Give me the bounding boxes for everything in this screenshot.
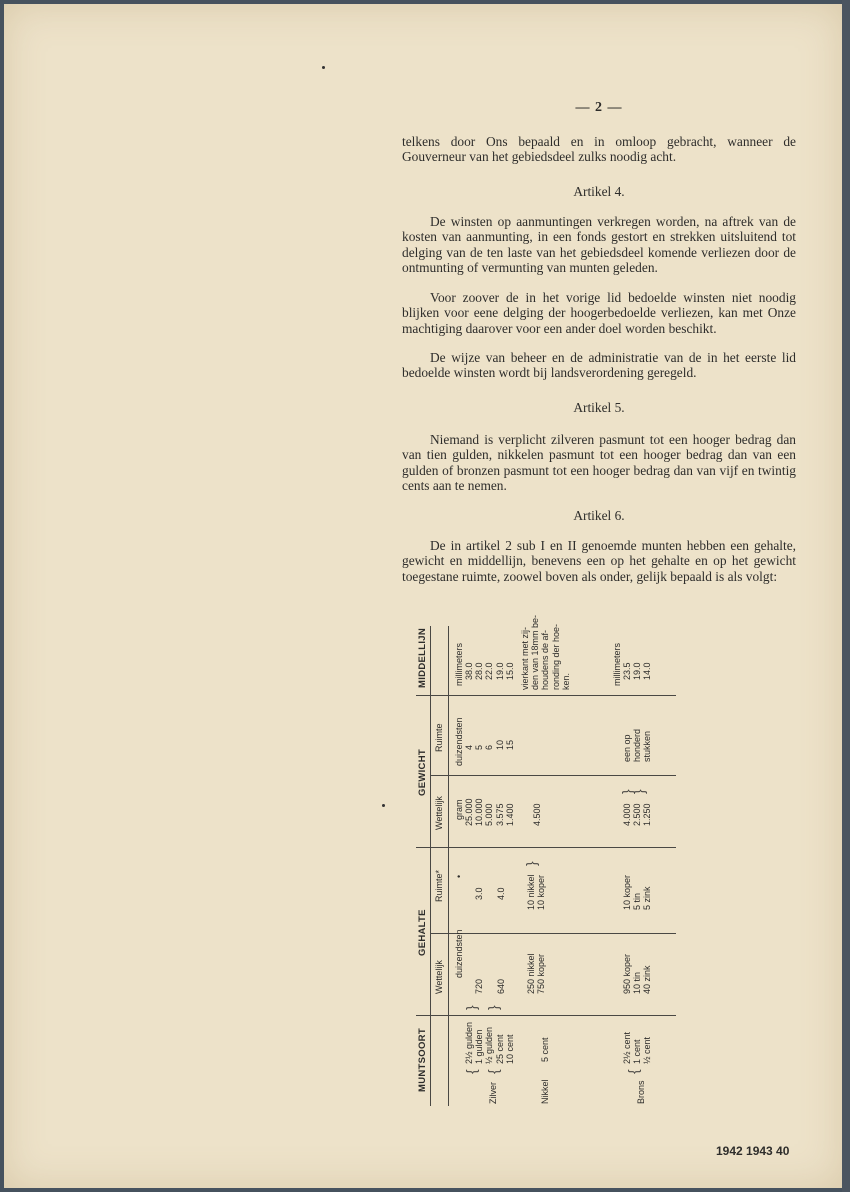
brons-coins — [622, 1032, 653, 1064]
brons-gewicht-ruimte — [622, 729, 653, 762]
subheader-gewicht-wettelijk: Wettelijk — [434, 796, 444, 830]
table-rule — [430, 775, 676, 776]
brace-icon: } — [619, 789, 635, 794]
diameter-value: 38.0 — [464, 662, 474, 680]
weight-value: 1.250 — [642, 803, 653, 826]
heading-artikel-6: Artikel 6. — [573, 508, 625, 523]
alloy-tolerance: 5 zink — [642, 886, 653, 910]
coin-label: 2½ cent — [622, 1031, 632, 1064]
paragraph-art4-2: Voor zoover de in het vorige lid bedoelde winsten niet noodig blijken voor eene delging der hoogerbedoelde verliezen, kan met Onze machtiging daarover voor een ander doel worden beschikt. — [402, 290, 796, 336]
nikkel-coin: 5 cent — [540, 1037, 550, 1062]
subheader-gehalte-ruimte: Ruimte* — [434, 869, 444, 902]
header-gehalte: GEHALTE — [417, 909, 428, 956]
alloy-value: 950 koper — [622, 953, 632, 994]
alloy-tolerance: 10 nikkel — [526, 874, 536, 910]
coin-label: ½ gulden — [484, 1026, 495, 1064]
print-footer: 1942 1943 40 — [716, 1144, 790, 1158]
coin-label: 1 cent — [632, 1039, 643, 1064]
stray-mark: • — [454, 874, 464, 878]
tolerance-value: 15 — [504, 739, 515, 750]
heading-artikel-4: Artikel 4. — [573, 184, 625, 199]
metal-nikkel: Nikkel — [540, 1079, 550, 1104]
alloy-tolerance: 10 koper — [536, 874, 547, 910]
unit-duizendsten: duizendsten — [454, 929, 464, 978]
tolerance-note: een op — [622, 734, 632, 762]
alloy-value: 750 koper — [536, 953, 547, 994]
nikkel-middellijn — [520, 615, 571, 690]
tolerance-value: 5 — [474, 744, 485, 750]
scan-edge — [842, 0, 850, 1192]
zilver-middellijn — [464, 662, 515, 680]
subheader-gehalte-wettelijk: Wettelijk — [434, 960, 444, 994]
diameter-note: den van 18mm be- — [530, 614, 541, 690]
table-rule — [416, 847, 676, 848]
table-rule — [430, 626, 431, 1106]
zilver-coins — [464, 1022, 515, 1064]
tolerance-note: stukken — [642, 730, 653, 762]
brons-gehalte-ruimte — [622, 875, 653, 910]
weight-value: 10.000 — [474, 798, 485, 826]
unit-millimeters: millimeters — [612, 642, 622, 686]
unit-gram: gram — [454, 799, 464, 820]
header-muntsoort: MUNTSOORT — [417, 1028, 428, 1092]
coin-label: 1 gulden — [474, 1029, 485, 1064]
diameter-value: 19.0 — [494, 662, 505, 680]
tolerance-note: honderd — [632, 728, 643, 762]
diameter-value: 19.0 — [632, 662, 643, 680]
diameter-note: vierkant met zij- — [520, 626, 530, 690]
brace-icon: { — [485, 1069, 501, 1074]
document-page — [4, 4, 842, 1188]
weight-value: 5.000 — [484, 803, 495, 826]
weight-value: 4.000 — [622, 803, 632, 826]
nikkel-gewicht: 4.500 — [532, 803, 542, 826]
tolerance-value: 10 — [494, 739, 505, 750]
brace-icon: } — [463, 1005, 479, 1010]
metal-zilver: Zilver — [488, 1082, 498, 1104]
table-rule — [448, 626, 449, 1106]
alloy-tolerance: 10 koper — [622, 874, 632, 910]
zilver-gehalte-640: 640 — [496, 978, 506, 994]
table-rule — [416, 695, 676, 696]
alloy-tolerance: 5 tin — [632, 892, 643, 910]
table-rule — [416, 1015, 676, 1016]
zilver-gehalte-ruimte-4: 4.0 — [496, 887, 506, 900]
brace-icon: } — [631, 789, 647, 794]
metal-brons: Brons — [636, 1080, 646, 1104]
coin-label: 25 cent — [494, 1034, 505, 1064]
weight-value: 25.000 — [464, 798, 474, 826]
paragraph-continuation: telkens door Ons bepaald en in omloop gebracht, wanneer de Gouverneur van het gebiedsdeel zulks noodig acht. — [402, 134, 796, 165]
nikkel-gehalte-ruimte — [526, 874, 546, 910]
diameter-value: 15.0 — [504, 662, 515, 680]
brons-gewicht — [622, 803, 653, 826]
alloy-value: 250 nikkel — [526, 953, 536, 994]
unit-millimeters: millimeters — [454, 642, 464, 686]
zilver-gewicht — [464, 798, 515, 826]
header-middellijn: MIDDELLIJN — [417, 628, 428, 688]
zilver-gewicht-ruimte — [464, 740, 515, 750]
weight-value: 3.575 — [494, 803, 505, 826]
brons-gehalte — [622, 954, 653, 994]
page-number: — 2 — — [575, 100, 623, 115]
zilver-gehalte-720: 720 — [474, 978, 484, 994]
weight-value: 2.500 — [632, 803, 643, 826]
zilver-gehalte-ruimte-3: 3.0 — [474, 887, 484, 900]
coin-label: ½ cent — [642, 1036, 653, 1064]
diameter-value: 22.0 — [484, 662, 495, 680]
subheader-gewicht-ruimte: Ruimte — [434, 723, 444, 752]
brace-icon: { — [463, 1069, 479, 1074]
tolerance-value: 4 — [464, 744, 474, 750]
paragraph-art5: Niemand is verplicht zilveren pasmunt tot een hooger bedrag dan van tien gulden, nikkelen pasmunt tot een hooger bedrag dan van een gulden of bronzen pasmunt tot een hooger bedrag dan van vijf en twintig cents aan te nemen. — [402, 432, 796, 494]
diameter-value: 28.0 — [474, 662, 485, 680]
ink-speck — [382, 804, 385, 807]
brace-icon: } — [485, 1005, 501, 1010]
weight-value: 1.400 — [504, 803, 515, 826]
header-gewicht: GEWICHT — [417, 749, 428, 796]
diameter-value: 23.5 — [622, 662, 632, 680]
tolerance-value: 6 — [484, 744, 495, 750]
diameter-note: houdens de af- — [540, 629, 551, 690]
heading-artikel-5: Artikel 5. — [573, 400, 625, 415]
alloy-value: 40 zink — [642, 965, 653, 994]
brace-icon: } — [523, 861, 539, 866]
coin-label: 10 cent — [504, 1034, 515, 1064]
brace-icon: { — [625, 1069, 641, 1074]
coin-label: 2½ gulden — [464, 1021, 474, 1064]
diameter-note: ken. — [560, 672, 571, 690]
paragraph-art4-3: De wijze van beheer en de administratie van de in het eerste lid bedoelde winsten wordt bij landsverordening geregeld. — [402, 350, 796, 381]
paragraph-art6: De in artikel 2 sub I en II genoemde munten hebben een gehalte, gewicht en middellijn, benevens een op het gehalte en op het gewicht toegestane ruimte, zoowel boven als onder, gelijk bepaald is als volgt: — [402, 538, 796, 584]
coin-table — [416, 614, 676, 1106]
diameter-value: 14.0 — [642, 662, 653, 680]
table-rule — [430, 933, 676, 934]
diameter-note: ronding der hoe- — [550, 623, 561, 690]
paragraph-art4-1: De winsten op aanmuntingen verkregen worden, na aftrek van de kosten van aanmunting, in een fonds gestort en strekken uitsluitend tot delging van de ten laste van het gebiedsdeel komende verliezen door de ontmunting of vermunting van munten geleden. — [402, 214, 796, 276]
ink-speck — [322, 66, 325, 69]
brons-middellijn — [622, 662, 653, 680]
alloy-value: 10 tin — [632, 971, 643, 994]
unit-duizendsten: duizendsten — [454, 717, 464, 766]
nikkel-gehalte — [526, 953, 546, 994]
